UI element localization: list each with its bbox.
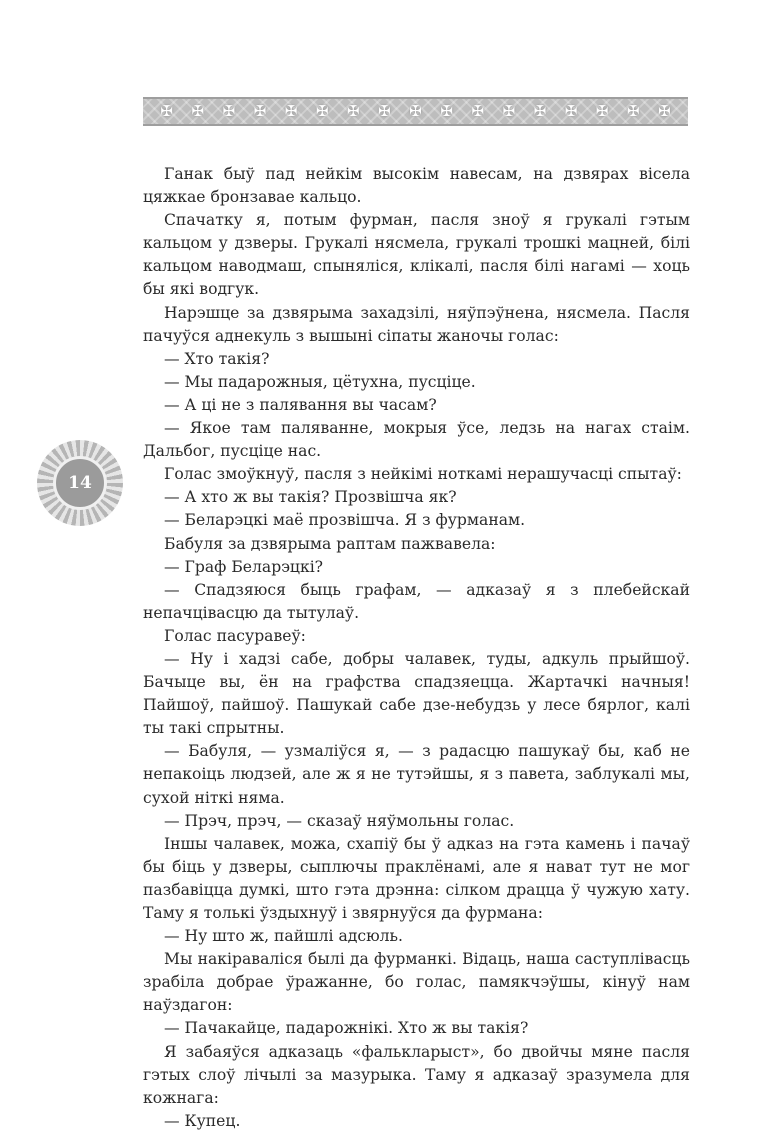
ornament-cross-icon: ✠: [253, 102, 267, 120]
page-number: 14: [53, 456, 107, 510]
paragraph: — Пачакайце, падарожнікі. Хто ж вы такія?: [164, 1019, 529, 1038]
paragraph: Бабуля за дзвярыма раптам пажвавела:: [164, 534, 496, 553]
ornament-cross-icon: ✠: [222, 102, 236, 120]
paragraph: Нарэшце за дзвярыма захадзілі, няўпэўнена, нясмела. Пасля пачуўся аднекуль з вышыні сіпаты жаночы голас:: [143, 303, 690, 345]
paragraph: Голас пасуравеў:: [164, 626, 306, 645]
paragraph: — А хто ж вы такія? Прозвішча як?: [164, 488, 457, 507]
ornament-cross-icon: ✠: [626, 102, 640, 120]
paragraph: — Прэч, прэч, — сказаў няўмольны голас.: [164, 811, 515, 830]
ornament-cross-icon: ✠: [378, 102, 391, 120]
paragraph: Спачатку я, потым фурман, пасля зноў я грукалі гэтым кальцом у дзверы. Грукалі нясмела, грукалі трошкі мацней, білі кальцом наводмаш, спыняліся, клікалі, пасля білі нагамі — хоць бы які водгук.: [143, 211, 690, 299]
paragraph: Голас змоўкнуў, пасля з нейкімі ноткамі нерашучасці спытаў:: [164, 465, 682, 484]
page-number-badge: [37, 440, 123, 526]
ornament-cross-icon: ✠: [191, 102, 204, 120]
paragraph: — Беларэцкі маё прозвішча. Я з фурманам.: [164, 511, 526, 530]
paragraph: Я забаяўся адказаць «фалькларыст», бо двойчы мяне пасля гэтых слоў лічылі за мазурыка. Таму я адказаў зразумела для кожнага:: [143, 1042, 690, 1107]
paragraph: — А ці не з палявання вы часам?: [164, 395, 437, 414]
ornament-cross-icon: ✠: [471, 102, 484, 120]
ornament-cross-icon: ✠: [315, 102, 329, 120]
paragraph: — Ну і хадзі сабе, добры чалавек, туды, адкуль прыйшоў. Бачыце вы, ён на графства спадзяецца. Жартачкі начныя! Пайшоў, пайшоў. Пашукай сабе дзе-небудзь у лесе бярлог, калі ты такі спрытны.: [143, 649, 690, 738]
paragraph: — Купец.: [164, 1111, 241, 1130]
paragraph: — Хто такія?: [164, 349, 270, 368]
paragraph: Іншы чалавек, можа, схапіў бы ў адказ на гэта камень і пачаў бы біць у дзверы, сыплючы праклёнамі, але я нават тут не мог пазбавіцца думкі, што гэта дрэнна: сілком драцца ў чужую хату. Таму я толькі ўздыхнуў і звярнуўся да фурмана:: [143, 834, 690, 922]
ornament-cross-icon: ✠: [409, 102, 422, 120]
paragraph: — Граф Беларэцкі?: [164, 557, 324, 576]
ornament-cross-icon: ✠: [658, 102, 671, 120]
paragraph: Ганак быў пад нейкім высокім навесам, на дзвярах вісела цяжкае бронзавае кальцо.: [143, 165, 690, 207]
paragraph: — Ну што ж, пайшлі адсюль.: [164, 927, 404, 946]
paragraph: Мы накіраваліся былі да фурманкі. Відаць, наша саступлівасць зрабіла добрае ўражанне, бо голас, памякчэўшы, кінуў нам наўздагон:: [143, 950, 690, 1015]
paragraph: — Мы падарожныя, цётухна, пусціце.: [164, 372, 476, 391]
text-body: [143, 163, 690, 1133]
ornament-cross-icon: ✠: [284, 102, 298, 120]
ornament-cross-icon: ✠: [160, 102, 173, 120]
ornamental-header-band: [143, 97, 688, 126]
ornament-cross-icon: ✠: [564, 102, 578, 120]
ornament-cross-icon: ✠: [595, 102, 609, 120]
ornament-cross-icon: ✠: [502, 102, 516, 120]
paragraph: — Якое там паляванне, мокрыя ўсе, ледзь на нагах стаім. Дальбог, пусціце нас.: [143, 419, 690, 461]
paragraph: — Спадзяюся быць графам, — адказаў я з плебейскай непачцівасцю да тытулаў.: [143, 580, 690, 622]
ornament-cross-icon: ✠: [533, 102, 547, 120]
ornament-cross-icon: ✠: [440, 102, 453, 120]
ornament-cross-icon: ✠: [346, 102, 360, 120]
paragraph: — Бабуля, — узмаліўся я, — з радасцю пашукаў бы, каб не непакоіць людзей, але ж я не тутэйшы, я з павета, заблукалі мы, сухой ніткі няма.: [143, 742, 690, 807]
